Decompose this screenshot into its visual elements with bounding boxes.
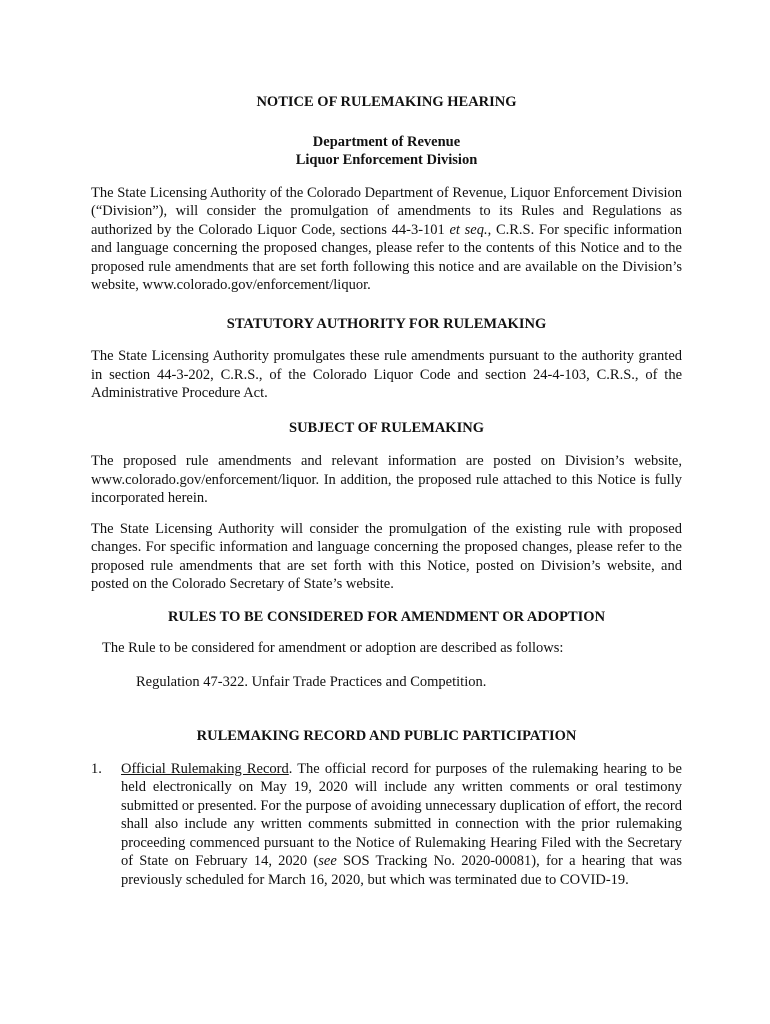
list-item-body bbox=[121, 760, 682, 890]
notice-title: NOTICE OF RULEMAKING HEARING bbox=[256, 94, 517, 110]
heading-statutory-authority: STATUTORY AUTHORITY FOR RULEMAKING bbox=[226, 315, 547, 332]
regulation-line: Regulation 47-322. Unfair Trade Practices and Competition. bbox=[136, 673, 487, 690]
statutory-paragraph: The State Licensing Authority promulgates these rule amendments pursuant to the authority granted in section 44-3-202, C.R.S., of the Colorado Liquor Code and section 24-4-103, C.R.S., of the Administrative Procedure Act. bbox=[91, 348, 682, 401]
list-item bbox=[91, 760, 682, 890]
department-name: Department of Revenue bbox=[312, 133, 461, 150]
intro-paragraph bbox=[91, 184, 682, 295]
subject-paragraph-1: The proposed rule amendments and relevant information are posted on Division’s website, www.colorado.gov/enforcement/liquor. In addition, the proposed rule attached to this Notice is fully incorporated herein. bbox=[91, 453, 682, 506]
heading-rules-considered: RULES TO BE CONSIDERED FOR AMENDMENT OR ADOPTION bbox=[167, 608, 606, 625]
intro-text-em: et seq. bbox=[449, 221, 488, 238]
heading-subject: SUBJECT OF RULEMAKING bbox=[289, 419, 484, 436]
list-item-number: 1. bbox=[91, 760, 102, 777]
subject-paragraph-2: The State Licensing Authority will consider the promulgation of the existing rule with proposed changes. For specific information and language concerning the proposed changes, please refer to the proposed rule amendments that are set forth with this Notice, posted on Division’s website, and posted on the Colorado Secretary of State’s website. bbox=[91, 520, 682, 592]
intro-text-a: The State Licensing Authority of the Colorado Department of Revenue, Liquor Enforcement Division (“Division”), will consider the promulgation of amendments to its Rules and Regulations as authorized by the Colorado Liquor Code, sections 44-3-101 bbox=[91, 184, 682, 238]
division-name: Liquor Enforcement Division bbox=[295, 152, 478, 168]
item-text-b: SOS Tracking No. 2020-00081), for a hearing that was previously scheduled for March 16, 2020, but which was terminated due to COVID-19. bbox=[121, 853, 682, 888]
rules-paragraph: The Rule to be considered for amendment or adoption are described as follows: bbox=[102, 640, 564, 656]
item-text-em: see bbox=[318, 853, 337, 869]
intro-text-b: , C.R.S. For specific information and language concerning the proposed changes, please refer to the contents of this Notice and to the proposed rule amendments that are set forth following this notice and are available on the Division’s website, www.colorado.gov/enforcement/liquor. bbox=[91, 221, 682, 293]
item-text-a: . The official record for purposes of the rulemaking hearing to be held electronically on May 19, 2020 will include any written comments or oral testimony submitted or presented. For the purpose of avoiding unnecessary duplication of effort, the record shall also include any written comments submitted in connection with the prior rulemaking proceeding commenced pursuant to the Notice of Rulemaking Hearing Filed with the Secretary of State on February 14, 2020 ( bbox=[121, 760, 682, 869]
official-record-label: Official Rulemaking Record bbox=[121, 760, 289, 777]
heading-rulemaking-record: RULEMAKING RECORD AND PUBLIC PARTICIPATION bbox=[196, 728, 577, 744]
